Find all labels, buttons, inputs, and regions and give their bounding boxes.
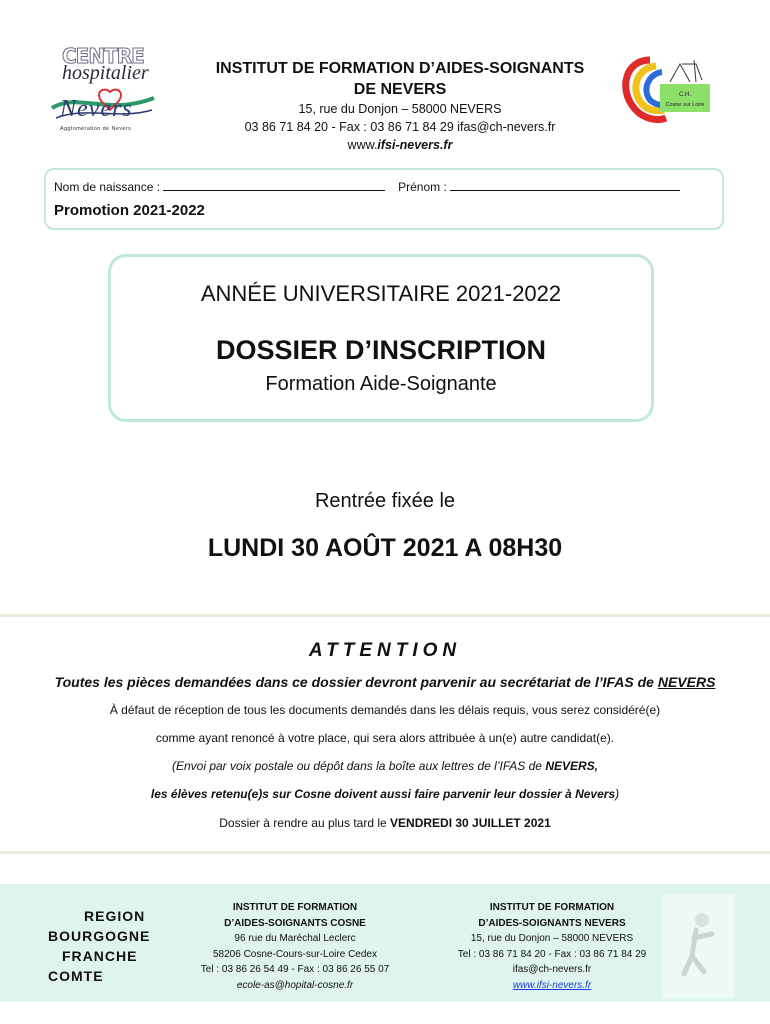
region-logo	[48, 906, 150, 986]
logo-right-cosne-text: Cosne sur Loire	[665, 102, 705, 108]
attention-line4-text: (Envoi par voix postale ou dépôt dans la boîte aux lettres de l’IFAS de	[171, 759, 546, 773]
region-line2: BOURGOGNE	[48, 928, 151, 944]
prenom-label: Prénom :	[398, 180, 447, 194]
cosne-phone: Tel : 03 86 26 54 49 - Fax : 03 86 26 55 07	[200, 964, 390, 975]
region-line1: REGION	[84, 908, 146, 924]
attention-line5-text: les élèves retenu(e)s sur Cosne doivent aussi faire parvenir leur dossier à Nevers	[150, 787, 616, 801]
dossier-title-box	[108, 254, 654, 422]
formation-subtitle: Formation Aide-Soignante	[265, 373, 497, 395]
logo-centre-text: CENTRE	[62, 44, 144, 68]
logo-nevers-text: Nevers	[60, 96, 133, 122]
website-prefix: www.	[347, 138, 378, 152]
attention-line1-text: Toutes les pièces demandées dans ce dossier devront parvenir au secrétariat de l’IFAS de	[54, 674, 658, 690]
academic-year: ANNÉE UNIVERSITAIRE 2021-2022	[200, 281, 562, 306]
logo-hospitalier-text: hospitalier	[62, 62, 149, 84]
institute-address: 15, rue du Donjon – 58000 NEVERS	[298, 102, 502, 116]
cosne-address2: 58206 Cosne-Cours-sur-Loire Cedex	[213, 948, 377, 960]
attention-line2: À défaut de réception de tous les documents demandés dans les délais requis, vous serez considéré(e)	[109, 703, 661, 717]
cosne-title2: D’AIDES-SOIGNANTS COSNE	[224, 917, 366, 929]
deadline-date: VENDREDI 30 JUILLET 2021	[390, 816, 551, 830]
attention-title: ATTENTION	[308, 640, 462, 661]
logo-agglomeration-text: Agglomération de Nevers	[60, 126, 132, 132]
footer-cosne-contact	[180, 900, 410, 993]
nevers-title2: D’AIDES-SOIGNANTS NEVERS	[478, 917, 626, 929]
attention-line5-end: )	[615, 787, 620, 801]
rentree-label: Rentrée fixée le	[314, 490, 456, 512]
promotion-label: Promotion 2021-2022	[54, 202, 205, 219]
nom-field[interactable]	[163, 180, 385, 191]
nom-label: Nom de naissance :	[54, 180, 161, 194]
institute-header	[185, 58, 615, 154]
cosne-email[interactable]: ecole-as@hopital-cosne.fr	[236, 979, 354, 991]
institute-contact: 03 86 71 84 20 - Fax : 03 86 71 84 29 ifas@ch-nevers.fr	[244, 120, 556, 134]
name-fields-row	[54, 180, 680, 194]
footer	[0, 884, 770, 1002]
attention-line4	[0, 759, 770, 773]
institute-title-line1: INSTITUT DE FORMATION D’AIDES-SOIGNANTS	[215, 60, 585, 77]
logo-ch-cosne-icon	[616, 52, 716, 128]
prenom-field[interactable]	[450, 180, 680, 191]
nevers-title1: INSTITUT DE FORMATION	[489, 902, 615, 913]
decorative-figure-icon	[662, 894, 734, 998]
nevers-phone: Tel : 03 86 71 84 20 - Fax : 03 86 71 84 29	[457, 948, 647, 960]
website-domain: ifsi-nevers.fr	[377, 138, 453, 152]
student-identity-box	[44, 168, 724, 230]
dossier-title: DOSSIER D’INSCRIPTION	[215, 335, 547, 365]
footer-nevers-contact	[432, 900, 672, 993]
attention-line1	[0, 674, 770, 690]
nevers-website-link[interactable]: www.ifsi-nevers.fr	[512, 979, 592, 991]
deadline-prefix: Dossier à rendre au plus tard le	[219, 816, 391, 830]
attention-line4-city: NEVERS,	[545, 759, 599, 773]
region-line4: COMTE	[48, 968, 104, 984]
logo-centre-hospitalier-nevers	[46, 44, 164, 134]
region-line3: FRANCHE	[62, 948, 138, 964]
institute-website[interactable]	[185, 136, 615, 154]
logo-right-ch-text: C.H.	[679, 92, 691, 98]
attention-line1-city: NEVERS	[657, 674, 716, 690]
nevers-address1: 15, rue du Donjon – 58000 NEVERS	[470, 933, 634, 944]
attention-line6	[0, 816, 770, 830]
rentree-date: LUNDI 30 AOÛT 2021 A 08H30	[207, 534, 563, 562]
cosne-title1: INSTITUT DE FORMATION	[232, 902, 358, 913]
attention-line3: comme ayant renoncé à votre place, qui sera alors attribuée à un(e) autre candidat(e).	[155, 731, 615, 745]
cosne-address1: 96 rue du Maréchal Leclerc	[234, 933, 356, 944]
attention-line5	[0, 787, 770, 801]
nevers-email[interactable]: ifas@ch-nevers.fr	[512, 964, 592, 975]
institute-title-line2: DE NEVERS	[353, 81, 447, 98]
